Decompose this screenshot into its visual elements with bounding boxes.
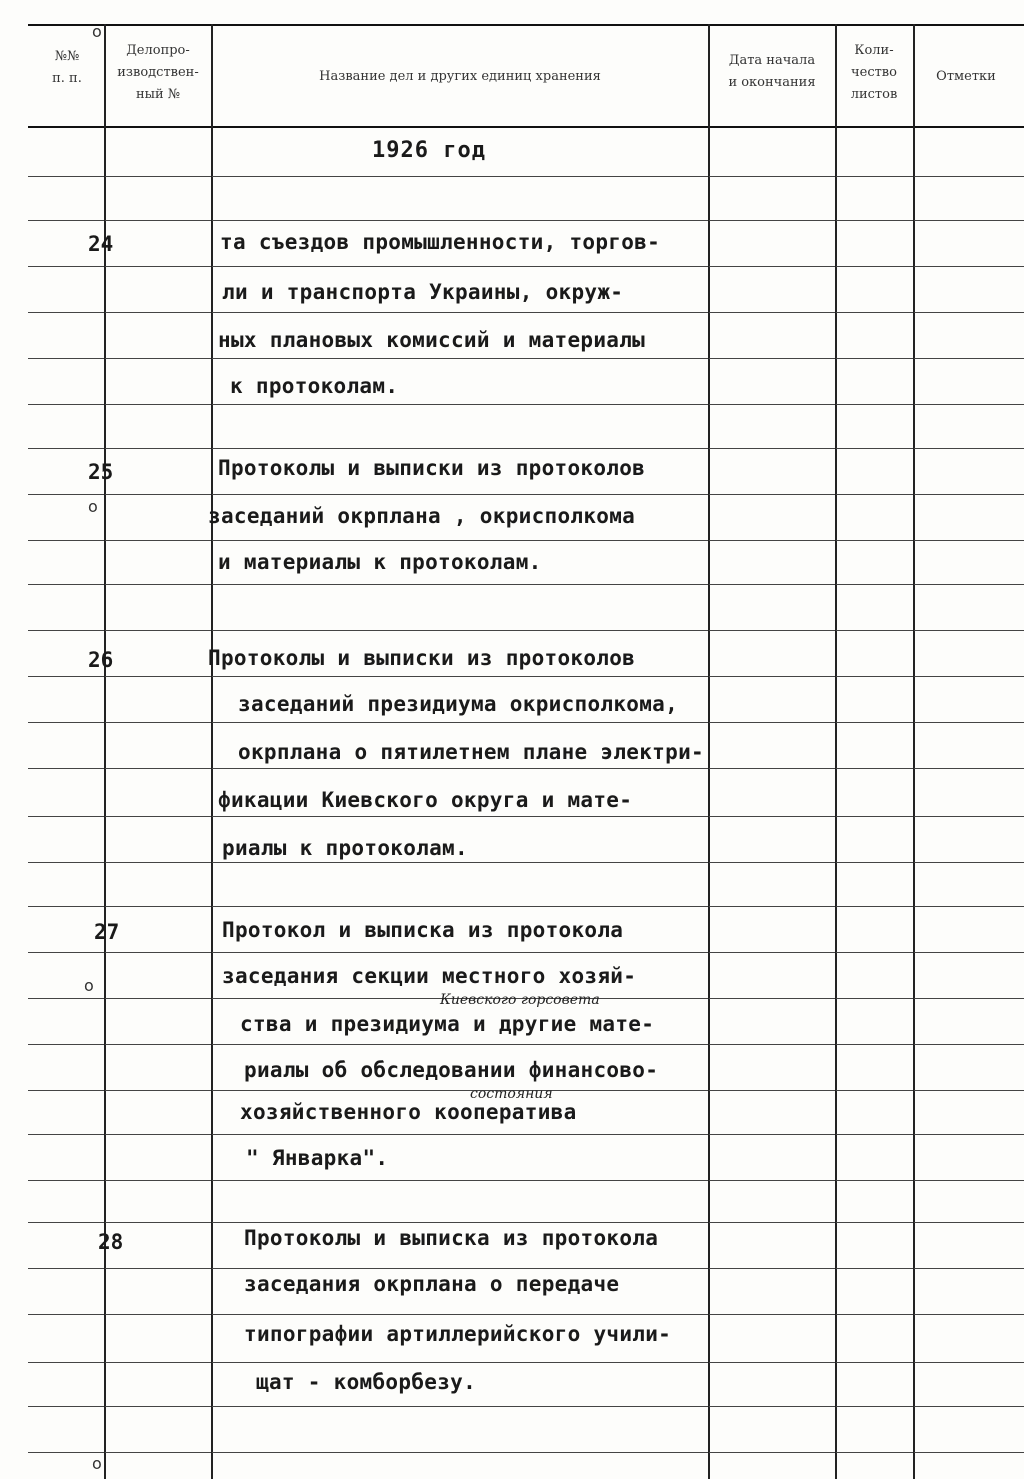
entry-line: ли и транспорта Украины, окруж- — [222, 280, 624, 304]
punch-hole-icon: o — [84, 976, 94, 995]
row-rule — [212, 266, 708, 267]
row-rule — [105, 1222, 211, 1223]
row-rule — [105, 998, 211, 999]
row-rule — [914, 630, 1024, 631]
entry-line: фикации Киевского округа и мате- — [218, 788, 633, 812]
row-rule — [28, 494, 104, 495]
row-rule — [105, 1406, 211, 1407]
row-rule — [212, 220, 708, 221]
row-rule — [914, 1452, 1024, 1453]
entry-line: ства и президиума и другие мате- — [240, 1012, 655, 1036]
row-rule — [105, 448, 211, 449]
col-divider-5 — [913, 24, 915, 1479]
row-rule — [105, 1452, 211, 1453]
row-rule — [28, 1314, 104, 1315]
row-rule — [709, 404, 835, 405]
entry-line: типографии артиллерийского учили- — [244, 1322, 672, 1346]
row-rule — [105, 176, 211, 177]
row-rule — [709, 906, 835, 907]
row-rule — [28, 1362, 104, 1363]
row-rule — [914, 494, 1024, 495]
row-rule — [28, 1222, 104, 1223]
entry-line: заседаний президиума окрисполкома, — [238, 692, 679, 716]
row-rule — [836, 540, 913, 541]
row-rule — [709, 1452, 835, 1453]
row-rule — [709, 540, 835, 541]
row-rule — [914, 1314, 1024, 1315]
row-rule — [836, 448, 913, 449]
row-rule — [836, 816, 913, 817]
row-rule — [709, 494, 835, 495]
row-rule — [836, 584, 913, 585]
row-rule — [709, 768, 835, 769]
row-rule — [28, 404, 104, 405]
row-rule — [836, 906, 913, 907]
table-top-border — [28, 24, 1024, 26]
row-rule — [836, 1268, 913, 1269]
row-rule — [212, 540, 708, 541]
entry-line: риалы об обследовании финансово- — [244, 1058, 659, 1082]
row-rule — [28, 906, 104, 907]
row-rule — [28, 584, 104, 585]
row-rule — [914, 584, 1024, 585]
row-rule — [28, 220, 104, 221]
entry-line: заседания секции местного хозяй- — [222, 964, 637, 988]
row-rule — [105, 906, 211, 907]
row-rule — [836, 998, 913, 999]
row-rule — [212, 176, 708, 177]
row-rule — [212, 312, 708, 313]
row-rule — [28, 312, 104, 313]
row-rule — [914, 676, 1024, 677]
row-rule — [105, 862, 211, 863]
row-rule — [914, 816, 1024, 817]
row-rule — [105, 1362, 211, 1363]
row-rule — [28, 722, 104, 723]
row-rule — [914, 1406, 1024, 1407]
row-rule — [105, 312, 211, 313]
row-rule — [709, 448, 835, 449]
row-rule — [105, 494, 211, 495]
row-rule — [105, 952, 211, 953]
row-rule — [836, 220, 913, 221]
handwritten-insertion: Киевского горсовета — [440, 992, 600, 1008]
row-rule — [709, 312, 835, 313]
punch-hole-icon: o — [92, 1454, 102, 1473]
row-rule — [105, 358, 211, 359]
row-rule — [212, 1452, 708, 1453]
row-rule — [709, 676, 835, 677]
row-rule — [709, 1362, 835, 1363]
row-rule — [914, 862, 1024, 863]
row-rule — [836, 1044, 913, 1045]
row-rule — [212, 1044, 708, 1045]
header-bottom-border — [28, 126, 1024, 128]
punch-hole-icon: o — [92, 22, 102, 41]
row-rule — [914, 768, 1024, 769]
row-rule — [105, 220, 211, 221]
row-rule — [105, 722, 211, 723]
col-divider-4 — [835, 24, 837, 1479]
row-rule — [836, 862, 913, 863]
row-rule — [28, 176, 104, 177]
row-rule — [28, 448, 104, 449]
row-rule — [105, 404, 211, 405]
row-rule — [914, 998, 1024, 999]
row-rule — [914, 448, 1024, 449]
row-rule — [709, 998, 835, 999]
entry-line: окрплана о пятилетнем плане электри- — [238, 740, 704, 764]
row-rule — [105, 1180, 211, 1181]
row-rule — [28, 952, 104, 953]
row-rule — [836, 1314, 913, 1315]
row-rule — [28, 1268, 104, 1269]
row-rule — [836, 404, 913, 405]
row-rule — [212, 630, 708, 631]
row-rule — [28, 676, 104, 677]
row-rule — [836, 358, 913, 359]
row-rule — [836, 494, 913, 495]
row-rule — [212, 816, 708, 817]
row-rule — [914, 540, 1024, 541]
row-rule — [105, 1268, 211, 1269]
header-number: №№ п. п. — [52, 49, 82, 86]
row-rule — [212, 1090, 708, 1091]
row-rule — [105, 540, 211, 541]
row-rule — [28, 998, 104, 999]
row-rule — [709, 584, 835, 585]
row-rule — [212, 862, 708, 863]
header-title: Название дел и других единиц хранения — [319, 69, 601, 84]
entry-line: " Январка". — [246, 1146, 389, 1170]
row-rule — [709, 1090, 835, 1091]
entry-number: 27 — [94, 920, 120, 944]
entry-line: Протоколы и выписки из протоколов — [208, 646, 636, 670]
row-rule — [212, 584, 708, 585]
entry-line: щат - комборбезу. — [256, 1370, 477, 1394]
row-rule — [836, 1222, 913, 1223]
row-rule — [709, 266, 835, 267]
row-rule — [836, 176, 913, 177]
row-rule — [212, 404, 708, 405]
row-rule — [914, 220, 1024, 221]
row-rule — [105, 768, 211, 769]
row-rule — [212, 722, 708, 723]
row-rule — [914, 1362, 1024, 1363]
row-rule — [709, 722, 835, 723]
row-rule — [836, 1180, 913, 1181]
row-rule — [28, 1044, 104, 1045]
row-rule — [709, 1406, 835, 1407]
entry-line: Протокол и выписка из протокола — [222, 918, 624, 942]
row-rule — [836, 266, 913, 267]
row-rule — [212, 494, 708, 495]
row-rule — [709, 1268, 835, 1269]
header-dates: Дата начала и окончания — [728, 53, 816, 90]
row-rule — [212, 358, 708, 359]
row-rule — [914, 1134, 1024, 1135]
row-rule — [105, 816, 211, 817]
row-rule — [914, 1222, 1024, 1223]
entry-number: 24 — [88, 232, 114, 256]
row-rule — [28, 358, 104, 359]
row-rule — [836, 1134, 913, 1135]
row-rule — [709, 220, 835, 221]
row-rule — [836, 952, 913, 953]
year-heading: 1926 год — [372, 138, 486, 163]
entry-number: 25 — [88, 460, 114, 484]
row-rule — [914, 266, 1024, 267]
row-rule — [212, 952, 708, 953]
row-rule — [28, 630, 104, 631]
row-rule — [105, 584, 211, 585]
row-rule — [212, 1222, 708, 1223]
row-rule — [914, 1268, 1024, 1269]
row-rule — [28, 1090, 104, 1091]
row-rule — [709, 176, 835, 177]
row-rule — [914, 404, 1024, 405]
row-rule — [914, 952, 1024, 953]
row-rule — [709, 1180, 835, 1181]
row-rule — [914, 906, 1024, 907]
row-rule — [709, 862, 835, 863]
row-rule — [836, 1362, 913, 1363]
row-rule — [836, 312, 913, 313]
entry-line: хозяйственного кооператива — [240, 1100, 577, 1124]
row-rule — [212, 1406, 708, 1407]
row-rule — [709, 952, 835, 953]
row-rule — [212, 906, 708, 907]
row-rule — [212, 1180, 708, 1181]
row-rule — [212, 1362, 708, 1363]
header-notes: Отметки — [936, 69, 996, 84]
entry-line: Протоколы и выписки из протоколов — [218, 456, 646, 480]
row-rule — [28, 540, 104, 541]
row-rule — [836, 768, 913, 769]
row-rule — [709, 630, 835, 631]
row-rule — [212, 1268, 708, 1269]
row-rule — [212, 448, 708, 449]
row-rule — [28, 768, 104, 769]
row-rule — [709, 1134, 835, 1135]
row-rule — [836, 722, 913, 723]
row-rule — [212, 1134, 708, 1135]
entry-line: к протоколам. — [230, 374, 399, 398]
row-rule — [28, 1134, 104, 1135]
row-rule — [914, 176, 1024, 177]
row-rule — [836, 630, 913, 631]
row-rule — [105, 1134, 211, 1135]
handwritten-insertion: состояния — [470, 1086, 553, 1102]
entry-line: заседания окрплана о передаче — [244, 1272, 620, 1296]
row-rule — [212, 768, 708, 769]
row-rule — [28, 266, 104, 267]
col-divider-3 — [708, 24, 710, 1479]
row-rule — [914, 722, 1024, 723]
row-rule — [709, 1044, 835, 1045]
row-rule — [914, 312, 1024, 313]
row-rule — [836, 1090, 913, 1091]
row-rule — [709, 816, 835, 817]
row-rule — [105, 266, 211, 267]
entry-line: Протоколы и выписка из протокола — [244, 1226, 659, 1250]
row-rule — [105, 1314, 211, 1315]
row-rule — [105, 1044, 211, 1045]
row-rule — [28, 1180, 104, 1181]
row-rule — [709, 1222, 835, 1223]
entry-line: та съездов промышленности, торгов- — [220, 230, 661, 254]
entry-line: ных плановых комиссий и материалы — [218, 328, 646, 352]
col-divider-2 — [211, 24, 213, 1479]
row-rule — [105, 630, 211, 631]
row-rule — [28, 816, 104, 817]
entry-number: 26 — [88, 648, 114, 672]
entry-line: и материалы к протоколам. — [218, 550, 542, 574]
row-rule — [914, 1180, 1024, 1181]
row-rule — [28, 862, 104, 863]
row-rule — [709, 1314, 835, 1315]
row-rule — [28, 1452, 104, 1453]
entry-number: 28 — [98, 1230, 124, 1254]
row-rule — [914, 358, 1024, 359]
row-rule — [709, 358, 835, 359]
row-rule — [836, 1406, 913, 1407]
row-rule — [914, 1044, 1024, 1045]
header-office-number: Делопро- изводствен- ный № — [117, 43, 199, 102]
header-sheets: Коли- чество листов — [850, 43, 898, 102]
entry-line: заседаний окрплана , окрисполкома — [208, 504, 636, 528]
row-rule — [212, 676, 708, 677]
row-rule — [28, 1406, 104, 1407]
row-rule — [105, 1090, 211, 1091]
row-rule — [105, 676, 211, 677]
punch-hole-icon: o — [88, 497, 98, 516]
row-rule — [836, 1452, 913, 1453]
row-rule — [836, 676, 913, 677]
entry-line: риалы к протоколам. — [222, 836, 468, 860]
row-rule — [212, 1314, 708, 1315]
row-rule — [914, 1090, 1024, 1091]
